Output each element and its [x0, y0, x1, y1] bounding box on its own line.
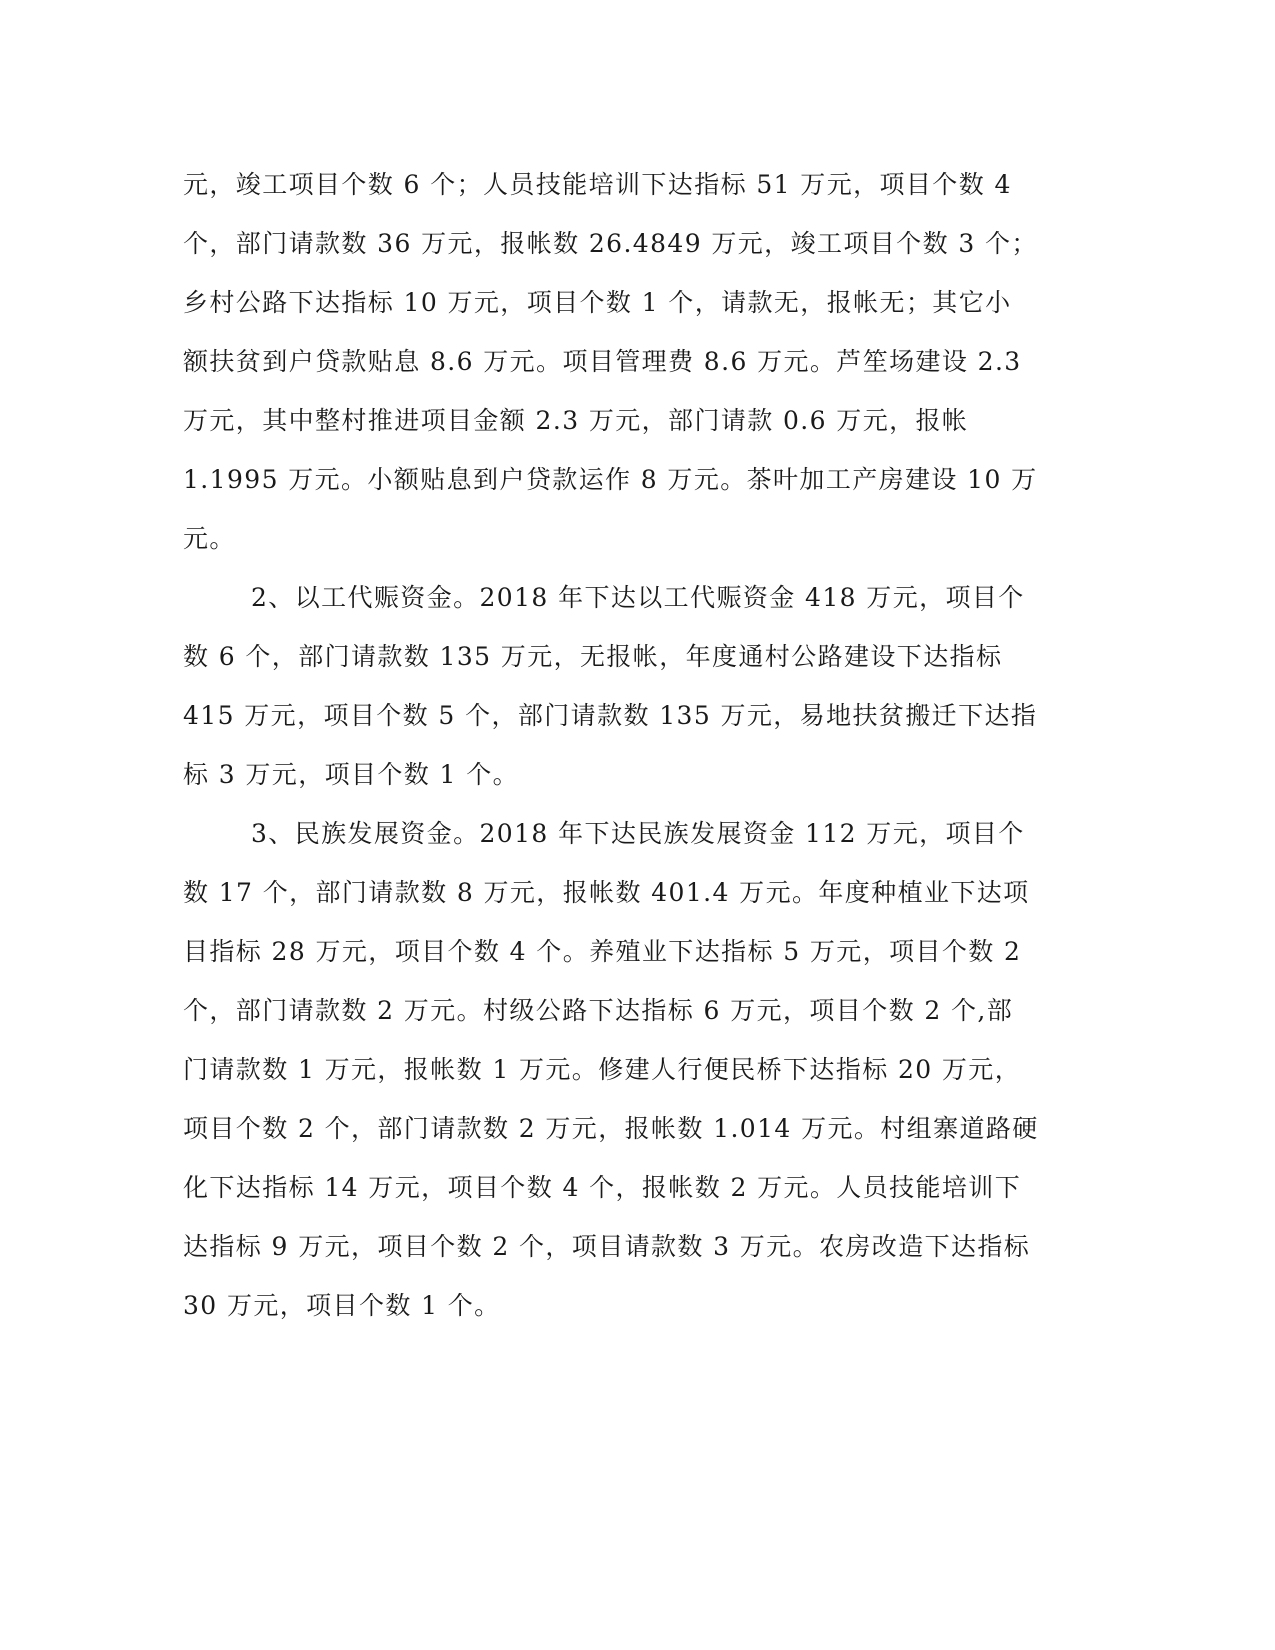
text-line: 万元，其中整村推进项目金额 2.3 万元，部门请款 0.6 万元，报帐 — [183, 406, 969, 435]
text-line: 项目个数 2 个，部门请款数 2 万元，报帐数 1.014 万元。村组寨道路硬 — [183, 1114, 1039, 1143]
text-line: 3、民族发展资金。2018 年下达民族发展资金 112 万元，项目个 — [251, 819, 1025, 848]
text-line: 门请款数 1 万元，报帐数 1 万元。修建人行便民桥下达指标 20 万元， — [183, 1055, 1022, 1084]
text-line: 元。 — [183, 524, 236, 553]
document-body — [183, 155, 1039, 1335]
text-line: 1.1995 万元。小额贴息到户贷款运作 8 万元。茶叶加工产房建设 10 万 — [183, 465, 1038, 494]
text-line: 达指标 9 万元，项目个数 2 个，项目请款数 3 万元。农房改造下达指标 — [183, 1232, 1031, 1261]
text-line: 额扶贫到户贷款贴息 8.6 万元。项目管理费 8.6 万元。芦笙场建设 2.3 — [183, 347, 1022, 376]
text-line: 目指标 28 万元，项目个数 4 个。养殖业下达指标 5 万元，项目个数 2 — [183, 937, 1022, 966]
text-line: 乡村公路下达指标 10 万元，项目个数 1 个，请款无，报帐无；其它小 — [183, 288, 1012, 317]
text-line: 元，竣工项目个数 6 个；人员技能培训下达指标 51 万元，项目个数 4 — [183, 170, 1012, 199]
text-line: 化下达指标 14 万元，项目个数 4 个，报帐数 2 万元。人员技能培训下 — [183, 1173, 1022, 1202]
paragraph-3 — [183, 804, 1039, 1335]
text-line: 30 万元，项目个数 1 个。 — [183, 1291, 501, 1320]
text-line: 数 17 个，部门请款数 8 万元，报帐数 401.4 万元。年度种植业下达项 — [183, 878, 1030, 907]
text-line: 数 6 个，部门请款数 135 万元，无报帐，年度通村公路建设下达指标 — [183, 642, 1003, 671]
text-line: 标 3 万元，项目个数 1 个。 — [183, 760, 519, 789]
text-line: 2、以工代赈资金。2018 年下达以工代赈资金 418 万元，项目个 — [251, 583, 1025, 612]
text-line: 个，部门请款数 36 万元，报帐数 26.4849 万元，竣工项目个数 3 个； — [183, 229, 1038, 258]
text-line: 个，部门请款数 2 万元。村级公路下达指标 6 万元，项目个数 2 个,部 — [183, 996, 1014, 1025]
paragraph-1 — [183, 155, 1038, 568]
paragraph-2 — [183, 568, 1038, 804]
text-line: 415 万元，项目个数 5 个，部门请款数 135 万元，易地扶贫搬迁下达指 — [183, 701, 1038, 730]
